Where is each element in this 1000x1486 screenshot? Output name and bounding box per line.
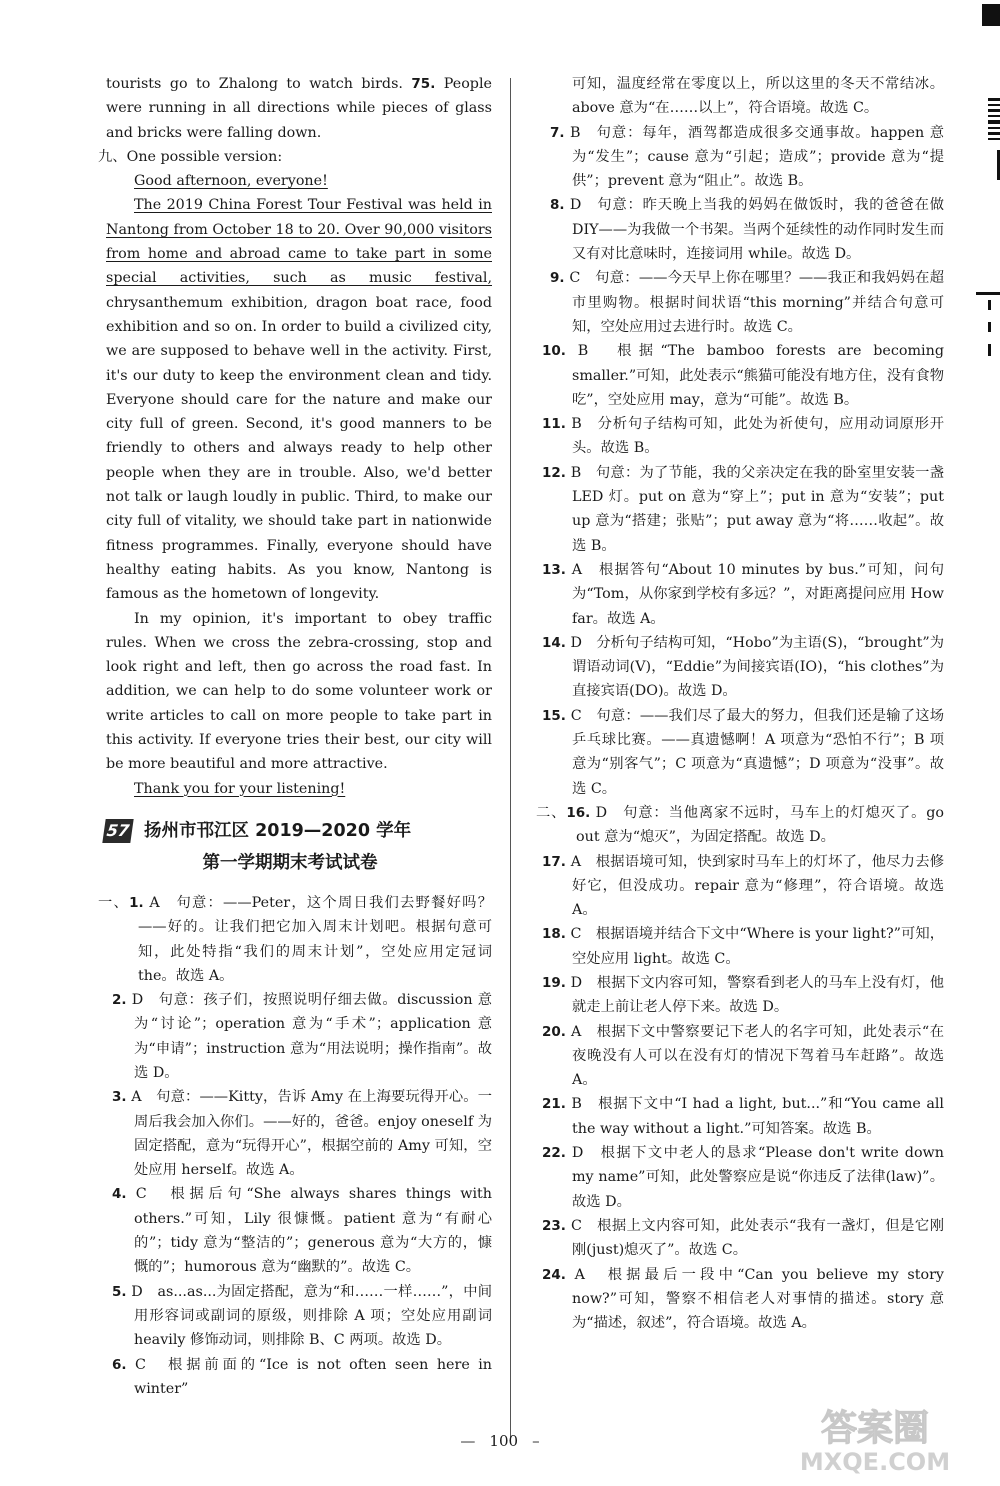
right-column: [536, 72, 944, 1335]
section-title-line-2: 第一学期期末考试试卷: [202, 852, 378, 873]
answer-item: [536, 266, 944, 339]
answer-item: [536, 1263, 944, 1336]
answer-text: D 句意：当他离家不远时，马车上的灯熄灭了。go out 意为“熄灭”，为固定搭配。故选 D。: [576, 804, 944, 846]
question-number: 15.: [542, 707, 566, 724]
question-number: 20.: [542, 1023, 566, 1040]
question-number: 1.: [129, 894, 144, 911]
question-number: 21.: [542, 1096, 566, 1113]
answer-text: B 句意：为了节能，我的父亲决定在我的卧室里安装一盏 LED 灯。put on 意为“穿上”；put in 意为“安装”；put up 意为“搭建；张贴”；put away 意为“将……收起”。故选 B。: [570, 464, 944, 554]
section-prefix: 一、: [98, 894, 130, 911]
question-number: 2.: [112, 992, 127, 1009]
site-watermark: [790, 1398, 960, 1478]
answer-item: [536, 339, 944, 412]
svg-text:答案圈: 答案圈: [820, 1408, 930, 1449]
question-number: 23.: [542, 1217, 566, 1234]
page-number: — 100 –: [460, 1432, 540, 1450]
answer-text: A 句意：——Peter，这个周日我们去野餐好吗？——好的。让我们把它加入周末计划吧。根据句意可知，此处特指“我们的周末计划”，空处应用定冠词 the。故选 A。: [138, 894, 492, 984]
answer-item: [536, 922, 944, 971]
section-heading: [98, 815, 492, 879]
answer-item: [536, 1214, 944, 1263]
answer-text: C 句意：——我们尽了最大的努力，但我们还是输了这场乒乓球比赛。——真遗憾啊！A 项意为“恐怕不行”；B 项意为“别客气”；C 项意为“真遗憾”；D 项意为“没事”。故选 C。: [570, 707, 945, 797]
answer-item: [536, 631, 944, 704]
answer-item: [536, 558, 944, 631]
answer-text: C 根据前面的“Ice is not often seen here in winter”: [134, 1356, 493, 1397]
carryover-text: tourists go to Zhalong to watch birds.: [106, 76, 412, 92]
answer-item: [536, 461, 944, 558]
answer-item: [536, 801, 944, 850]
carryover-paragraph: [98, 72, 492, 145]
section-prefix: 二、: [536, 804, 567, 821]
watermark-logo-icon: [790, 1398, 960, 1478]
answer-item: [98, 1182, 492, 1279]
answer-text: D 句意：孩子们，按照说明仔细去做。discussion 意为“讨论”；operation 意为“手术”；application 意为“申请”；instruction 意为“用法说明；操作指南”。故选 D。: [131, 992, 493, 1081]
answer-text: B 根据下文中“I had a light, but...”和“You came all the way without a light.”可知答案。故选 B。: [571, 1096, 944, 1137]
question-number: 13.: [542, 561, 566, 578]
answer-item: [536, 1020, 944, 1093]
question-number: 6.: [112, 1356, 127, 1373]
answer-item: [536, 72, 944, 121]
answer-text: B 句意：每年，酒驾都造成很多交通事故。happen 意为“发生”；cause 意为“引起；造成”；provide 意为“提供”；prevent 意为“阻止”。故选 B。: [570, 124, 944, 190]
answer-text: C 根据后句“She always shares things with others.”可知，Lily 很慷慨。patient 意为“有耐心的”；tidy 意为“整洁的”；generous 意为“大方的，慷慨的”；humorous 意为“幽默的”。故选 C。: [134, 1186, 492, 1276]
answer-item: [98, 1280, 492, 1353]
essay-closing: Thank you for your listening!: [134, 780, 346, 797]
answer-text: D 分析句子结构可知，“Hobo”为主语(S)，“brought”为谓语动词(V)，“Eddie”为间接宾语(IO)，“his clothes”为直接宾语(DO)。故选 D。: [570, 634, 945, 700]
answer-text: B 根据“The bamboo forests are becoming smaller.”可知，此处表示“熊猫可能没有地方住，没有食物吃”，空处应用 may，意为“可能”。故选 B。: [572, 343, 944, 408]
answer-text: A 根据答句“About 10 minutes by bus.”可知，问句为“Tom，从你家到学校有多远？”，对距离提问应用 How far。故选 A。: [571, 561, 944, 627]
question-number: 3.: [112, 1089, 127, 1106]
answer-text: D 根据下文中老人的恳求“Please don't write down my name”可知，此处警察应是说“你违反了法律(law)”。故选 D。: [571, 1145, 945, 1210]
answer-text: C 根据语境并结合下文中“Where is your light?”可知，空处应用 light。故选 C。: [570, 926, 945, 967]
answer-item: [536, 412, 944, 461]
left-column: [98, 72, 492, 1401]
answer-item: [536, 1141, 944, 1214]
answer-text: A 句意：——Kitty，告诉 Amy 在上海要玩得开心。一周后我会加入你们。——好的，爸爸。enjoy oneself 为固定搭配，意为“玩得开心”，根据空前的 Amy 可知，空处应用 herself。故选 A。: [131, 1089, 492, 1179]
answer-text: D as...as...为固定搭配，意为“和……一样……”，中间用形容词或副词的原级，则排除 A 项；空处应用副词 heavily 修饰动词，则排除 B、C 两项。故选 D。: [131, 1283, 492, 1349]
answer-item: [98, 891, 492, 988]
question-number: 4.: [112, 1186, 127, 1203]
answer-text: A 根据语境可知，快到家时马车上的灯坏了，他尽力去修好它，但没成功。repair 意为“修理”，符合语境。故选 A。: [570, 853, 945, 919]
answer-text: C 根据上文内容可知，此处表示“我有一盏灯，但是它刚刚(just)熄灭了”。故选 C。: [570, 1217, 944, 1259]
carryover-text-2: People were running in all directions while pieces of glass and bricks were falling down.: [106, 76, 492, 141]
answer-text: D 句意：昨天晚上当我的妈妈在做饭时，我的爸爸在做 DIY——为我做一个书架。当两个延续性的动作同时发生而又有对比意味时，连接词用 while。故选 D。: [569, 197, 944, 263]
essay-para-2: In my opinion, it's important to obey traffic rules. When we cross the zebra-crossing, stop and look right and left, then go across the road fast. In addition, we can help to do some volunteer work or write articles to call on more people to take part in this activity. If everyone tries their best, our city will be more beautiful and more attractive.: [106, 610, 492, 773]
essay-greeting: Good afternoon, everyone!: [134, 173, 328, 190]
essay-para-1-rest: chrysanthemum exhibition, dragon boat race, food exhibition and so on. In order to build a civilized city, we are supposed to behave well in the activity. First, it's our duty to keep the environment clean and tidy. Everyone should care for the nature and make our city full of green. Second, it's good manners to be friendly to others and always ready to help other people when they are in trouble. Also, we'd better not talk or laugh loudly in public. Third, to make our city full of vitality, we should take part in nationwide fitness programmes. Finally, everyone should have healthy eating habits. As you know, Nantong is famous as the hometown of longevity.: [106, 294, 492, 603]
left-answer-list: [98, 891, 492, 1401]
answer-text: 可知，温度经常在零度以上，所以这里的冬天不常结冰。above 意为“在……以上”，符合语境。故选 C。: [572, 76, 944, 117]
section-number-badge: 57: [102, 819, 133, 843]
section-9-label: 九、One possible version:: [98, 148, 283, 165]
right-answer-list: [536, 72, 944, 1335]
answer-text: C 句意：——今天早上你在哪里？——我正和我妈妈在超市里购物。根据时间状语“this morning”并结合句意可知，空处应用过去进行时。故选 C。: [569, 270, 945, 335]
question-number: 9.: [550, 270, 565, 287]
question-number: 24.: [542, 1266, 566, 1283]
edge-register-marks: [968, 0, 1000, 420]
question-number: 17.: [542, 853, 566, 870]
answer-item: [536, 1092, 944, 1141]
answer-item: [536, 850, 944, 923]
answer-item: [536, 971, 944, 1020]
section-title-line-1: 扬州市邗江区 2019—2020 学年: [144, 820, 412, 841]
answer-item: [536, 704, 944, 801]
question-number: 11.: [542, 416, 566, 433]
svg-text:MXQE.COM: MXQE.COM: [799, 1448, 951, 1476]
question-number: 12.: [542, 464, 566, 481]
answer-text: A 根据最后一段中“Can you believe my story now?”可知，警察不相信老人对事情的描述。story 意为“描述，叙述”，符合语境。故选 A。: [572, 1266, 944, 1332]
essay-underlined-text: The 2019 China Forest Tour Festival was held in Nantong from October 18 to 20. Over 90,000 visitors from home and abroad came to take part in some special activities, such as music festival,: [106, 197, 492, 287]
question-number: 75.: [411, 76, 436, 92]
answer-item: [98, 988, 492, 1085]
question-number: 18.: [542, 926, 566, 943]
question-number: 7.: [550, 124, 565, 141]
question-number: 22.: [542, 1145, 566, 1162]
question-number: 14.: [542, 634, 566, 651]
question-number: 5.: [112, 1283, 127, 1300]
question-number: 19.: [542, 974, 566, 991]
answer-item: [536, 121, 944, 194]
answer-text: D 根据下文内容可知，警察看到老人的马车上没有灯，他就走上前让老人停下来。故选 D。: [570, 974, 945, 1016]
answer-item: [98, 1085, 492, 1182]
question-number: 8.: [550, 197, 565, 214]
answer-item: [98, 1353, 492, 1402]
answer-text: B 分析句子结构可知，此处为祈使句，应用动词原形开头。故选 B。: [571, 416, 944, 457]
essay-para-1: [98, 193, 492, 606]
answer-item: [536, 193, 944, 266]
question-number: 10.: [542, 343, 566, 360]
answer-text: A 根据下文中警察要记下老人的名字可知，此处表示“在夜晚没有人可以在没有灯的情况下驾着马车赶路”。故选 A。: [570, 1023, 944, 1089]
column-divider: [510, 78, 511, 1438]
question-number: 16.: [566, 804, 591, 821]
